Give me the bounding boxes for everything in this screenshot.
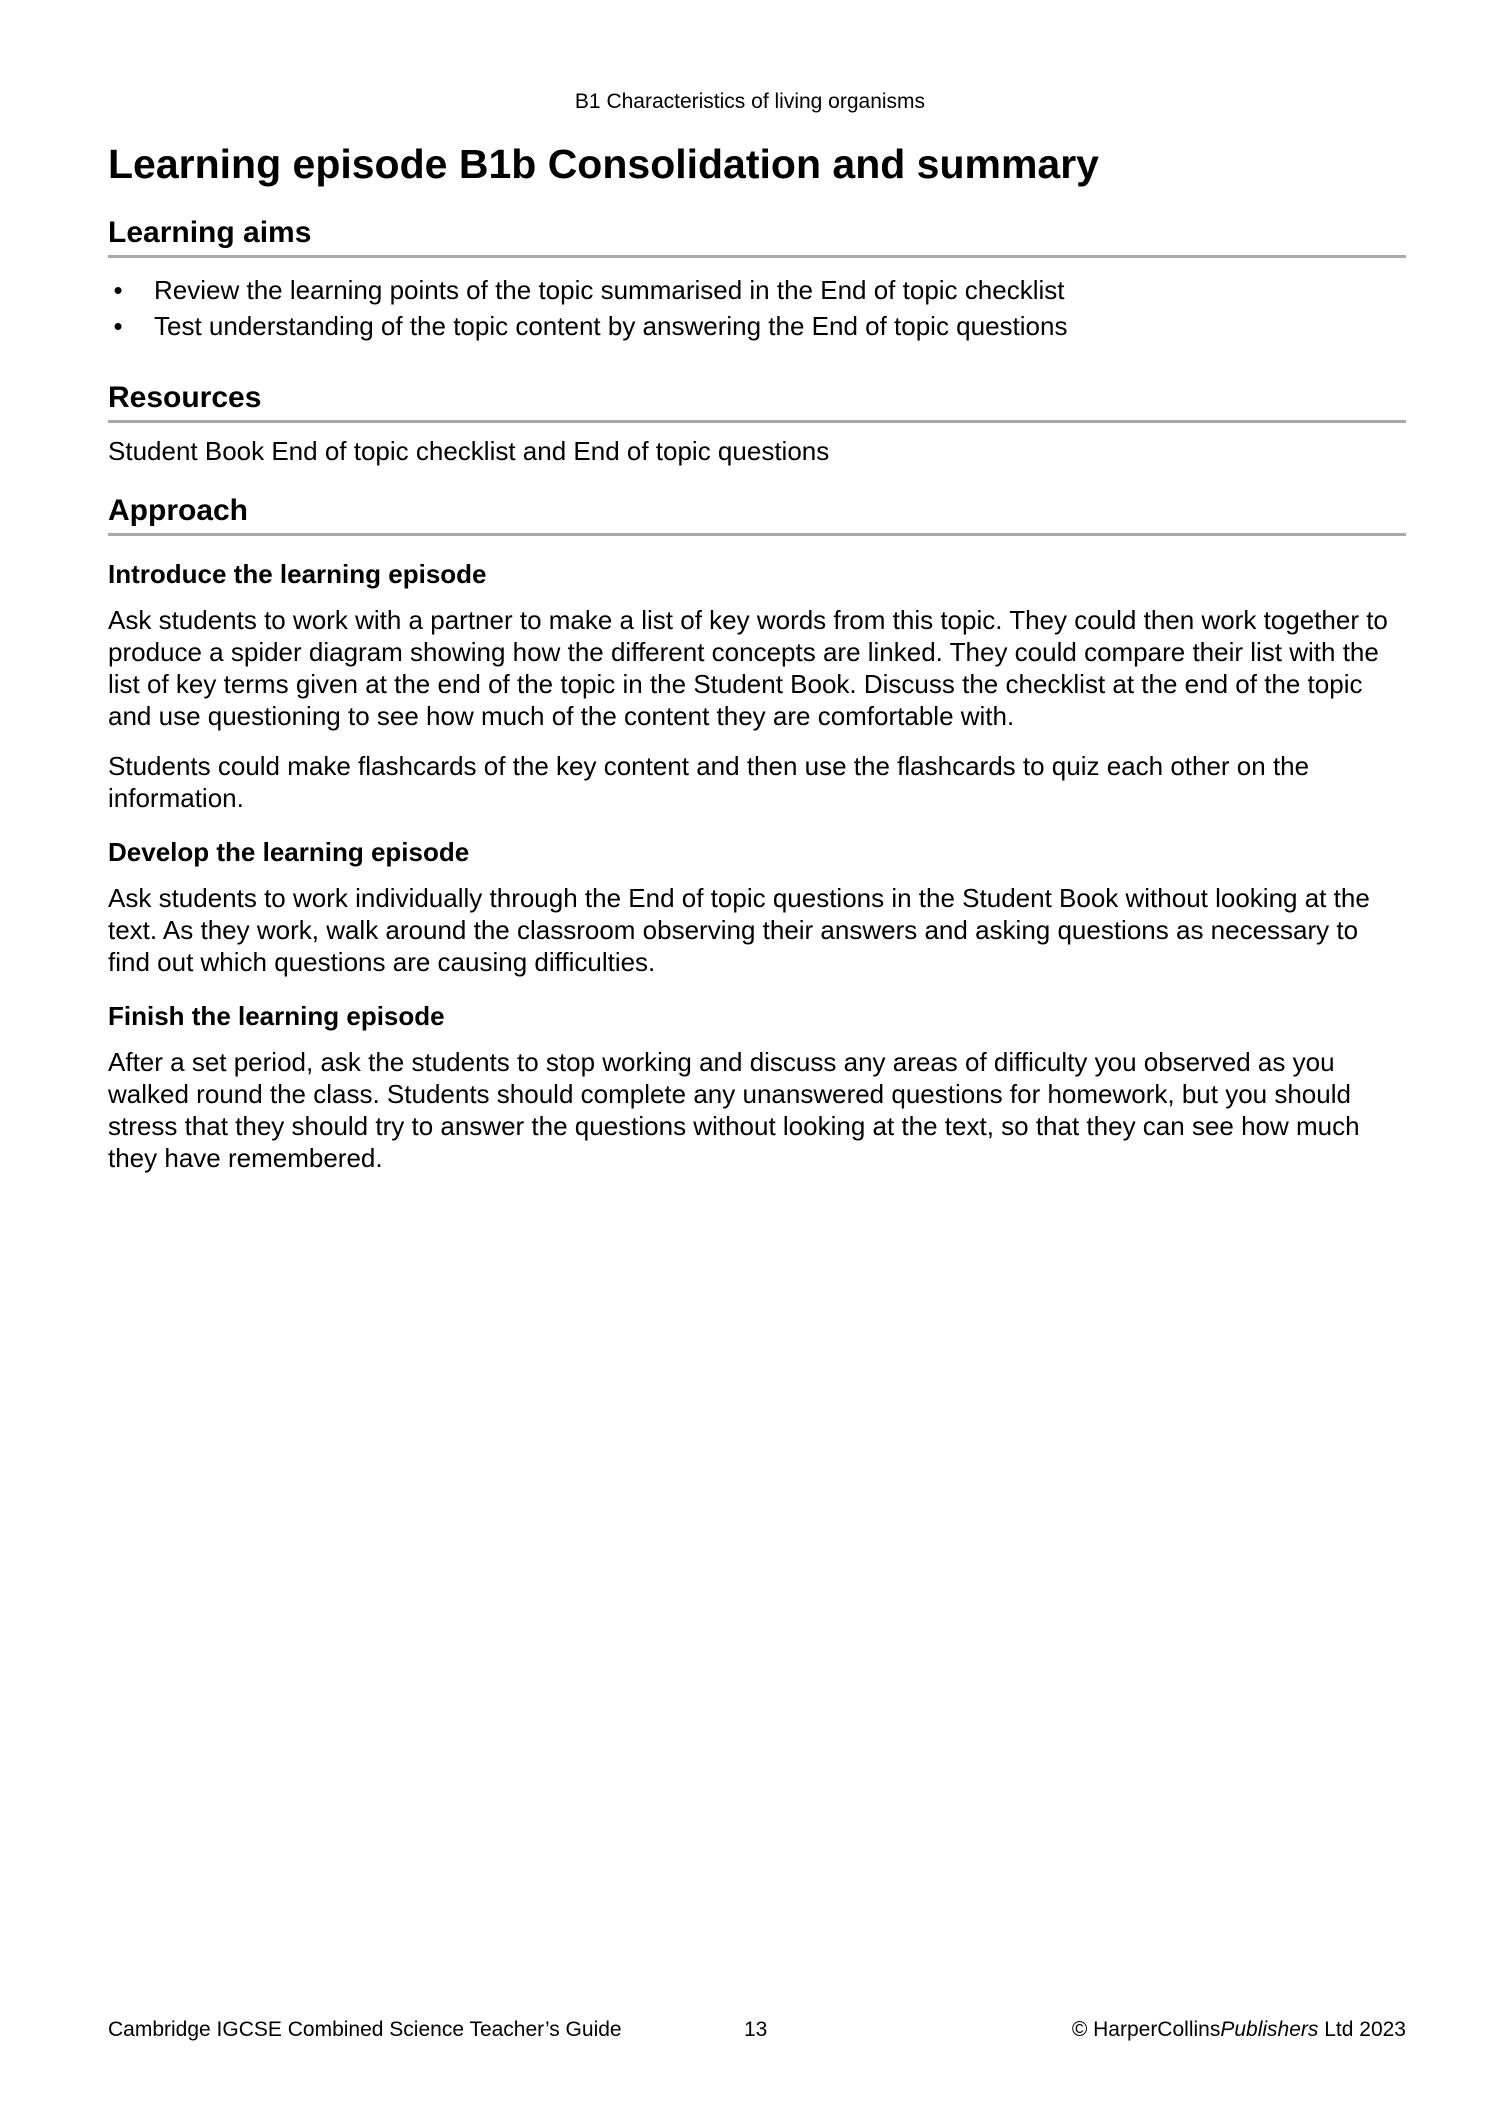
develop-paragraph: Ask students to work individually through the End of topic questions in the Student Book without looking at the text. As they work, walk around the classroom observing their answers and asking questions as necessary to find out which questions are causing difficulties. bbox=[108, 883, 1370, 978]
resources-heading: Resources bbox=[108, 380, 1406, 423]
aim-text: Test understanding of the topic content by answering the End of topic questions bbox=[154, 311, 1068, 342]
copyright-suffix: Ltd 2023 bbox=[1318, 2018, 1406, 2041]
develop-heading: Develop the learning episode bbox=[108, 837, 470, 868]
bullet-icon: • bbox=[113, 311, 123, 342]
finish-heading: Finish the learning episode bbox=[108, 1001, 445, 1032]
page-content bbox=[108, 140, 1406, 1174]
learning-aims-list bbox=[108, 272, 1406, 344]
finish-paragraph: After a set period, ask the students to stop working and discuss any areas of difficulty you observed as you walked round the class. Students should complete any unanswered questions for homework, but you should stress that they should try to answer the questions without looking at the text, so that they can see how much they have remembered. bbox=[108, 1047, 1360, 1174]
page-title: Learning episode B1b Consolidation and summary bbox=[108, 141, 1099, 187]
approach-finish-section bbox=[108, 1000, 1406, 1174]
list-item bbox=[108, 308, 1406, 344]
copyright-prefix: © HarperCollins bbox=[1071, 2018, 1221, 2041]
copyright-publisher-italic: Publishers bbox=[1220, 2018, 1319, 2041]
approach-heading: Approach bbox=[108, 493, 1406, 536]
footer-copyright bbox=[1072, 2018, 1406, 2042]
approach-develop-section bbox=[108, 836, 1406, 978]
aim-text: Review the learning points of the topic summarised in the End of topic checklist bbox=[154, 275, 1065, 306]
footer-book-title: Cambridge IGCSE Combined Science Teacher’s Guide bbox=[108, 2018, 622, 2041]
learning-aims-heading: Learning aims bbox=[108, 215, 1406, 258]
bullet-icon: • bbox=[113, 275, 123, 306]
resources-text: Student Book End of topic checklist and End of topic questions bbox=[108, 436, 830, 467]
list-item bbox=[108, 272, 1406, 308]
introduce-paragraph: Students could make flashcards of the key content and then use the flashcards to quiz each other on the information. bbox=[108, 751, 1310, 814]
introduce-paragraph: Ask students to work with a partner to make a list of key words from this topic. They could then work together to produce a spider diagram showing how the different concepts are linked. They could compare their list with the list of key terms given at the end of the topic in the Student Book. Discuss the checklist at the end of the topic and use questioning to see how much of the content they are comfortable with. bbox=[108, 605, 1388, 732]
page-number: 13 bbox=[744, 2018, 768, 2041]
page-footer bbox=[108, 2018, 1406, 2048]
approach-introduce-section bbox=[108, 558, 1406, 814]
running-header: B1 Characteristics of living organisms bbox=[574, 90, 926, 113]
introduce-heading: Introduce the learning episode bbox=[108, 559, 487, 590]
